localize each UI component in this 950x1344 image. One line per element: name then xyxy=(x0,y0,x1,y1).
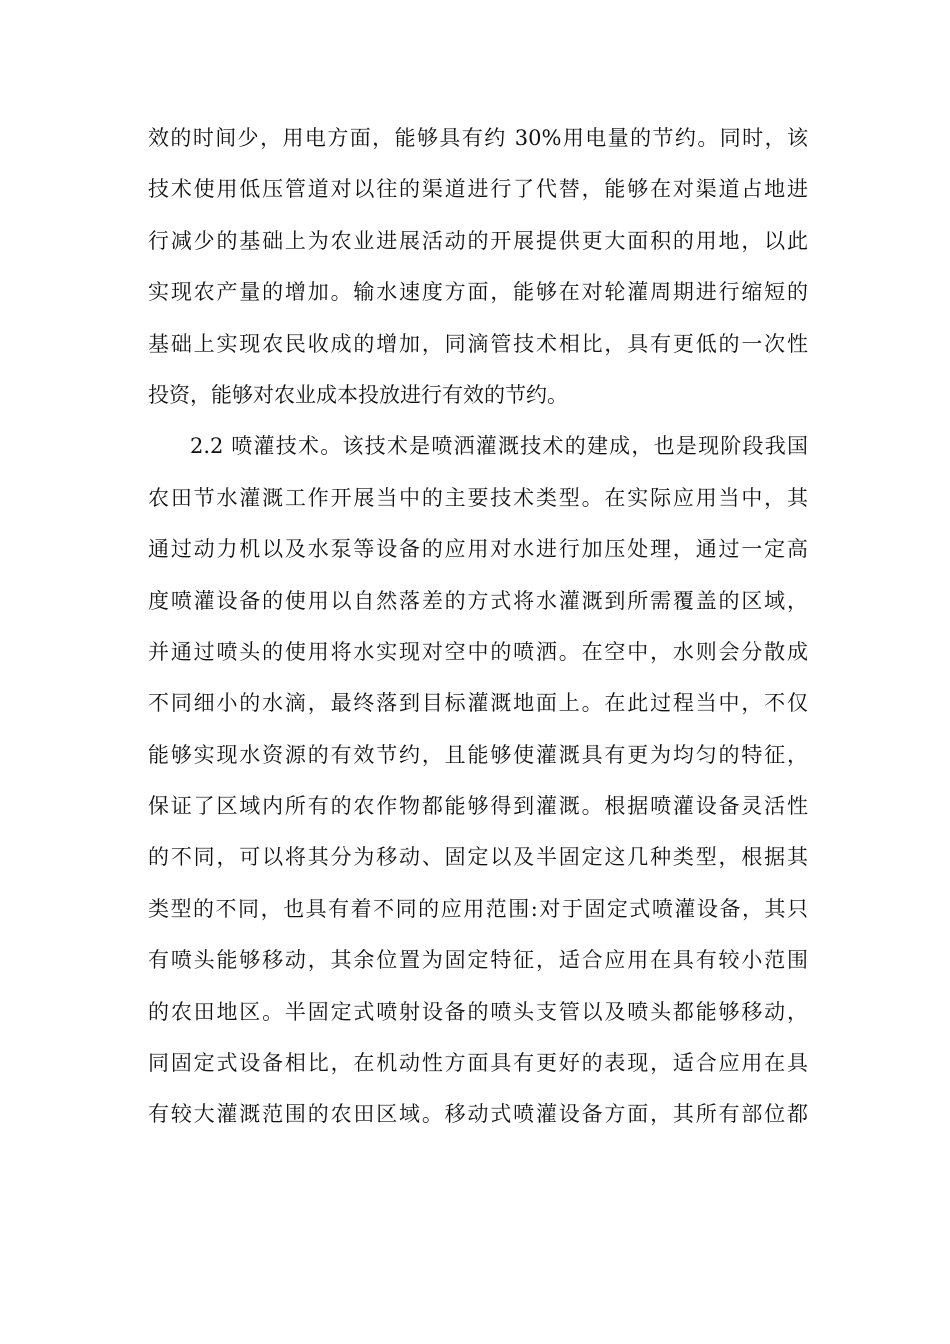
text-line: 不同细小的水滴，最终落到目标灌溉地面上。在此过程当中，不仅 xyxy=(148,691,808,716)
text-line: 效的时间少，用电方面，能够具有约 30%用电量的节约。同时，该 xyxy=(148,126,808,150)
text-line: 通过动力机以及水泵等设备的应用对水进行加压处理，通过一定高 xyxy=(148,537,808,562)
text-line: 的农田地区。半固定式喷射设备的喷头支管以及喷头都能够移动， xyxy=(148,999,808,1024)
text-line: 农田节水灌溉工作开展当中的主要技术类型。在实际应用当中，其 xyxy=(148,485,808,510)
text-line: 实现农产量的增加。输水速度方面，能够在对轮灌周期进行缩短的 xyxy=(148,280,808,305)
text-line: 2.2 喷灌技术。该技术是喷洒灌溉技术的建成，也是现阶段我国 xyxy=(190,434,808,459)
text-line: 保证了区域内所有的农作物都能够得到灌溉。根据喷灌设备灵活性 xyxy=(148,794,808,819)
text-line: 基础上实现农民收成的增加，同滴管技术相比，具有更低的一次性 xyxy=(148,331,808,356)
text-line: 技术使用低压管道对以往的渠道进行了代替，能够在对渠道占地进 xyxy=(148,177,808,202)
text-line: 有喷头能够移动，其余位置为固定特征，适合应用在具有较小范围 xyxy=(148,948,808,973)
text-line: 能够实现水资源的有效节约，且能够使灌溉具有更为均匀的特征， xyxy=(148,742,808,767)
text-line: 同固定式设备相比，在机动性方面具有更好的表现，适合应用在具 xyxy=(148,1051,808,1076)
text-line: 有较大灌溉范围的农田区域。移动式喷灌设备方面，其所有部位都 xyxy=(148,1102,808,1127)
text-line: 的不同，可以将其分为移动、固定以及半固定这几种类型，根据其 xyxy=(148,845,808,870)
text-line: 行减少的基础上为农业进展活动的开展提供更大面积的用地，以此 xyxy=(148,228,808,253)
text-line: 并通过喷头的使用将水实现对空中的喷洒。在空中，水则会分散成 xyxy=(148,639,808,664)
text-line: 类型的不同，也具有着不同的应用范围:对于固定式喷灌设备，其只 xyxy=(148,896,808,921)
text-line: 度喷灌设备的使用以自然落差的方式将水灌溉到所需覆盖的区域， xyxy=(148,588,808,613)
body-text xyxy=(148,116,808,1144)
text-line: 投资，能够对农业成本投放进行有效的节约。 xyxy=(148,382,568,407)
